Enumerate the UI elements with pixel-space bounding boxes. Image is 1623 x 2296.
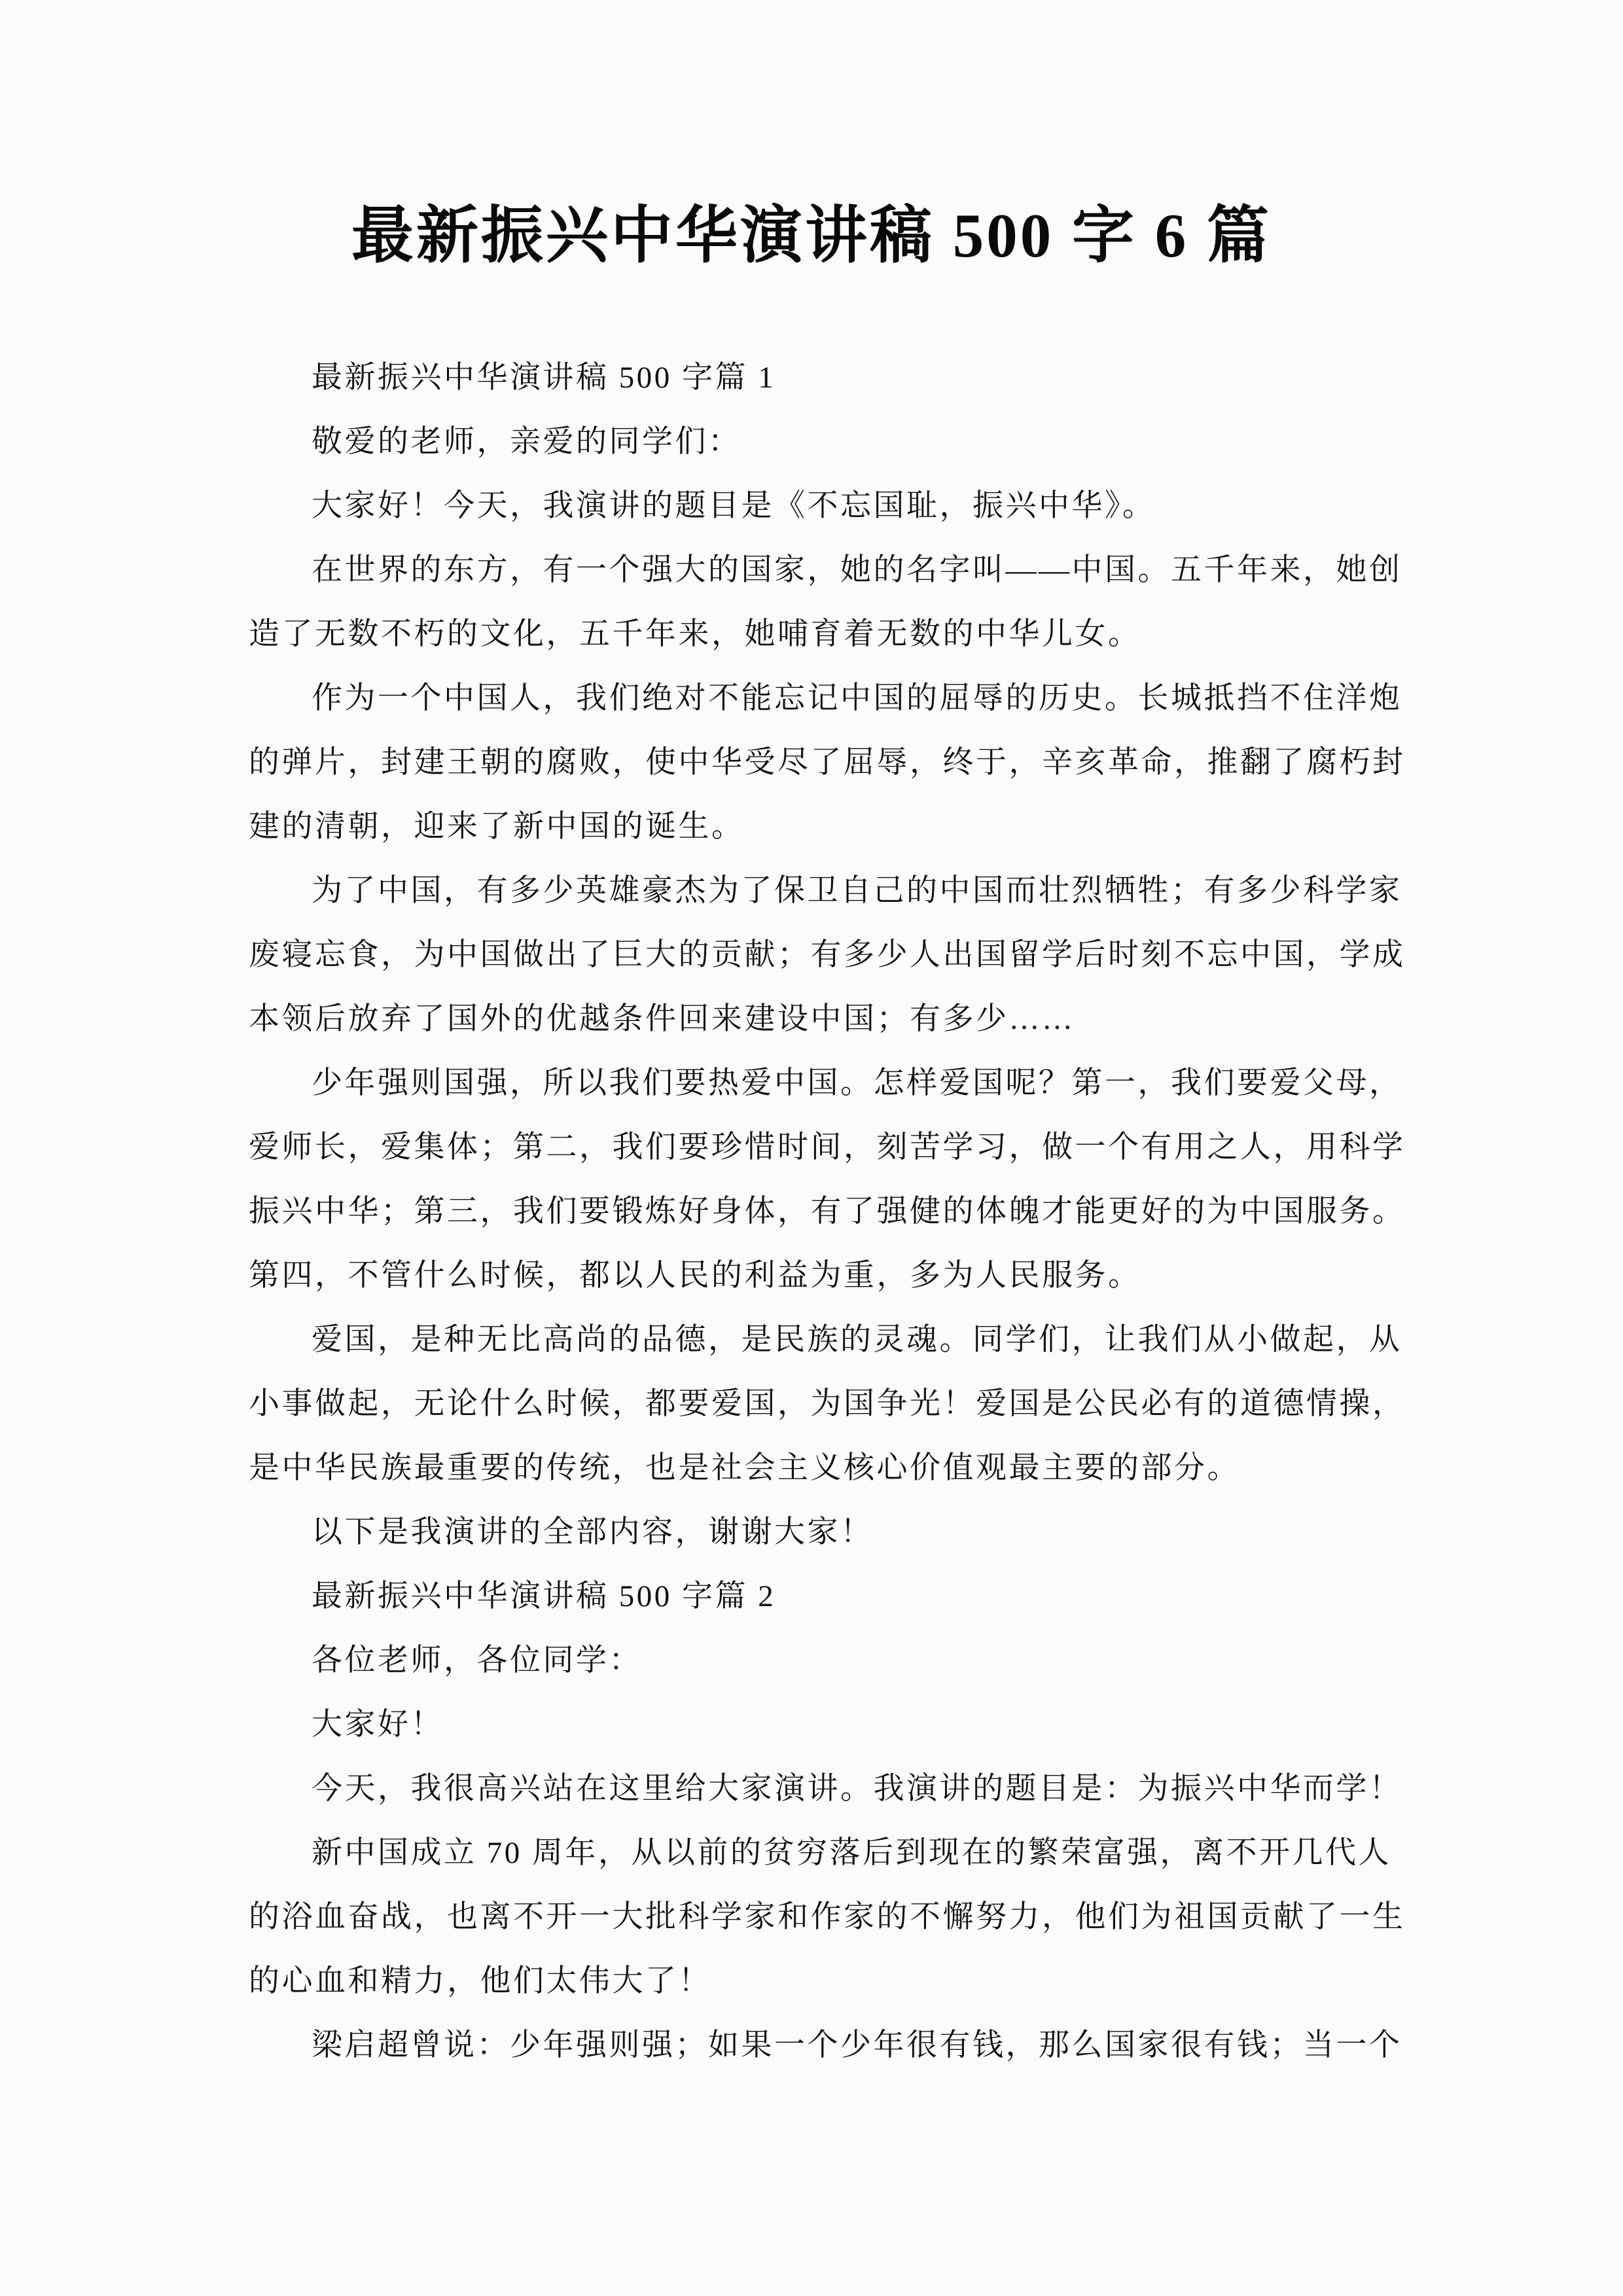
text-line: 各位老师，各位同学： bbox=[312, 1643, 642, 1677]
text-line: 的心血和精力，他们太伟大了！ bbox=[249, 1964, 711, 1998]
text-line: 在世界的东方，有一个强大的国家，她的名字叫——中国。五千年来，她创 bbox=[312, 553, 1402, 587]
text-line: 是中华民族最重要的传统，也是社会主义核心价值观最主要的部分。 bbox=[249, 1451, 1240, 1485]
text-line: 小事做起，无论什么时候，都要爱国，为国争光！爱国是公民必有的道德情操， bbox=[249, 1387, 1406, 1421]
text-line: 爱师长，爱集体；第二，我们要珍惜时间，刻苦学习，做一个有用之人，用科学 bbox=[249, 1130, 1406, 1164]
text-line: 为了中国，有多少英雄豪杰为了保卫自己的中国而壮烈牺牲；有多少科学家 bbox=[312, 874, 1402, 908]
text-line: 造了无数不朽的文化，五千年来，她哺育着无数的中华儿女。 bbox=[249, 617, 1141, 651]
text-line: 最新振兴中华演讲稿 500 字篇 2 bbox=[312, 1579, 776, 1613]
text-line: 今天，我很高兴站在这里给大家演讲。我演讲的题目是：为振兴中华而学！ bbox=[312, 1772, 1402, 1806]
document-title: 最新振兴中华演讲稿 500 字 6 篇 bbox=[351, 201, 1272, 270]
text-line: 少年强则国强，所以我们要热爱中国。怎样爱国呢？第一，我们要爱父母， bbox=[312, 1066, 1402, 1100]
text-line: 大家好！ bbox=[312, 1708, 444, 1742]
text-line: 本领后放弃了国外的优越条件回来建设中国；有多少…… bbox=[249, 1002, 1075, 1036]
text-line: 大家好！今天，我演讲的题目是《不忘国耻，振兴中华》。 bbox=[312, 489, 1156, 523]
text-line: 新中国成立 70 周年，从以前的贫穷落后到现在的繁荣富强，离不开几代人 bbox=[312, 1836, 1391, 1870]
text-line: 以下是我演讲的全部内容，谢谢大家！ bbox=[312, 1515, 874, 1549]
text-line: 敬爱的老师，亲爱的同学们： bbox=[312, 425, 741, 459]
text-line: 第四，不管什么时候，都以人民的利益为重，多为人民服务。 bbox=[249, 1259, 1141, 1293]
text-line: 作为一个中国人，我们绝对不能忘记中国的屈辱的历史。长城抵挡不住洋炮 bbox=[312, 681, 1402, 715]
text-line: 建的清朝，迎来了新中国的诞生。 bbox=[249, 810, 745, 844]
text-line: 废寝忘食，为中国做出了巨大的贡献；有多少人出国留学后时刻不忘中国，学成 bbox=[249, 938, 1406, 972]
text-line: 梁启超曾说：少年强则强；如果一个少年很有钱，那么国家很有钱；当一个 bbox=[312, 2028, 1402, 2062]
text-line: 振兴中华；第三，我们要锻炼好身体，有了强健的体魄才能更好的为中国服务。 bbox=[249, 1194, 1406, 1229]
document-body bbox=[249, 346, 1414, 2077]
text-line: 的浴血奋战，也离不开一大批科学家和作家的不懈努力，他们为祖国贡献了一生 bbox=[249, 1900, 1406, 1934]
text-line: 的弹片，封建王朝的腐败，使中华受尽了屈辱，终于，辛亥革命，推翻了腐朽封 bbox=[249, 745, 1406, 780]
text-line: 最新振兴中华演讲稿 500 字篇 1 bbox=[312, 361, 776, 395]
text-line: 爱国，是种无比高尚的品德，是民族的灵魂。同学们，让我们从小做起，从 bbox=[312, 1323, 1402, 1357]
